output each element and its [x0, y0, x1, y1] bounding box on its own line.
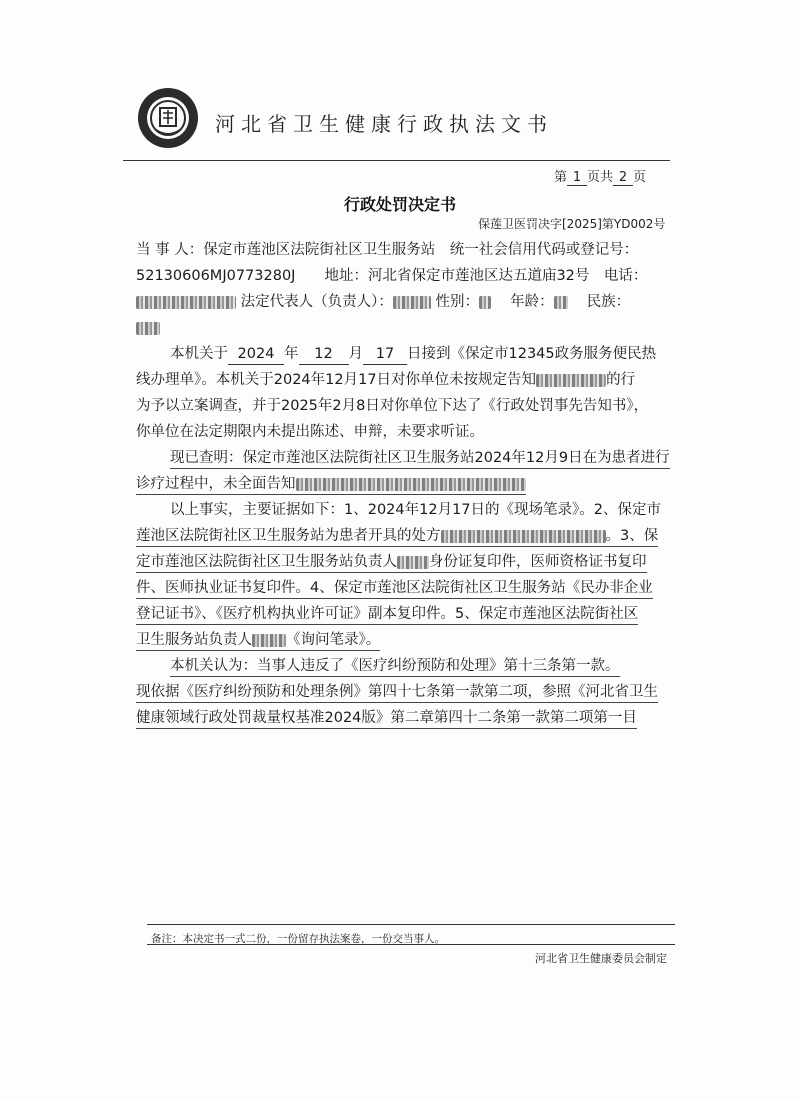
para3-line-4: 件、医师执业证书复印件。4、保定市莲池区法院街社区卫生服务站《民办非企业	[136, 578, 653, 599]
para1-line-4: 你单位在法定期限内未提出陈述、申辩，未要求听证。	[136, 424, 484, 440]
header-divider	[123, 160, 670, 161]
redacted-nation	[136, 322, 160, 335]
health-authority-seal-icon	[136, 86, 200, 150]
para3-line-1: 以上事实，主要证据如下：1、2024年12月17日的《现场笔录》。2、保定市	[170, 502, 662, 518]
redacted-name	[397, 556, 429, 569]
redacted-name	[252, 634, 286, 647]
footer-divider-bottom	[147, 944, 675, 945]
redacted-name	[393, 296, 431, 309]
para1-line-1: 本机关于 2024 年 12 月 17 日接到《保定市12345政务服务便民热	[170, 344, 656, 365]
footer-divider-top	[147, 924, 675, 925]
para3-line-5: 登记证书》、《医疗机构执业许可证》副本复印件。5、保定市莲池区法院街社区	[136, 604, 638, 625]
issuer-text: 河北省卫生健康委员会制定	[535, 952, 667, 965]
party-line-4	[136, 318, 160, 338]
party-line-3: 法定代表人（负责人）： 性别： 年龄： 民族：	[136, 292, 630, 312]
para2-line-1: 现已查明：保定市莲池区法院街社区卫生服务站2024年12月9日在为患者进行	[170, 448, 670, 469]
para2-line-2: 诊疗过程中，未全面告知	[136, 474, 526, 495]
document-title: 行政处罚决定书	[343, 195, 456, 214]
redacted-text	[296, 478, 526, 491]
redacted-gender	[479, 296, 491, 309]
redacted-text	[536, 374, 606, 387]
para3-line-6: 卫生服务站负责人 《询问笔录》。	[136, 630, 380, 651]
para5-line-1: 现依据《医疗纠纷预防和处理条例》第四十七条第一款第二项，参照《河北省卫生	[136, 682, 658, 703]
document-series-header: 河北省卫生健康行政执法文书	[215, 112, 553, 136]
footer-note: 备注：本决定书一式二份，一份留存执法案卷，一份交当事人。	[151, 933, 445, 945]
redacted-age	[554, 296, 568, 309]
para3-line-3: 定市莲池区法院街社区卫生服务站负责人 身份证复印件，医师资格证书复印	[136, 552, 647, 573]
para1-line-3: 为予以立案调查，并于2025年2月8日对你单位下达了《行政处罚事先告知书》，	[136, 398, 649, 414]
para4-line-1: 本机关认为：当事人违反了《医疗纠纷预防和处理》第十三条第一款。	[170, 656, 620, 677]
party-line-2: 52130606MJ0773280J 地址：河北省保定市莲池区达五道庙32号 电话：	[136, 268, 648, 284]
para3-line-2: 莲池区法院街社区卫生服务站为患者开具的处方 。3、保	[136, 526, 658, 547]
redacted-text	[441, 530, 606, 543]
redacted-phone	[136, 296, 236, 309]
document-number: 保莲卫医罚决字[2025]第YD002号	[478, 217, 666, 231]
page-indicator: 第 1 页共 2 页	[554, 170, 647, 185]
para1-line-2: 线办理单》。本机关于2024年12月17日对你单位未按规定告知 的行	[136, 372, 636, 388]
para5-line-2: 健康领域行政处罚裁量权基准2024版》第二章第四十二条第一款第二项第一目	[136, 708, 637, 729]
party-line-1: 当 事 人：保定市莲池区法院街社区卫生服务站 统一社会信用代码或登记号：	[136, 242, 639, 258]
